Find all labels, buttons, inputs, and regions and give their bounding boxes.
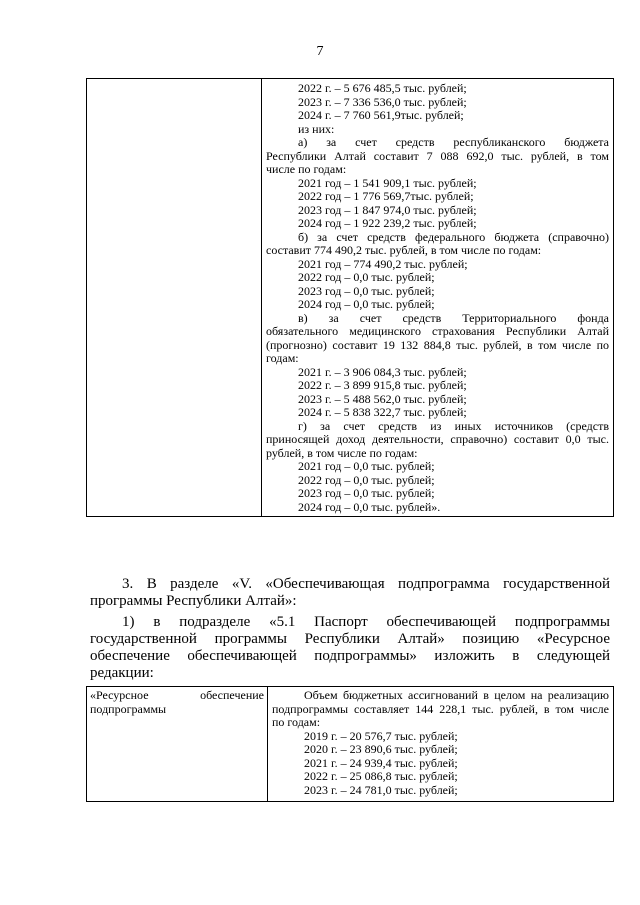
year-line: 2024 г. – 5 838 322,7 тыс. рублей;: [298, 405, 467, 419]
left-cell-line: «Ресурсное обеспечение: [90, 688, 264, 702]
year-line: 2024 год – 1 922 239,2 тыс. рублей;: [298, 216, 477, 230]
body-line: редакции:: [90, 665, 154, 681]
year-line: 2023 год – 1 847 974,0 тыс. рублей;: [298, 202, 477, 217]
year-line: 2022 год – 0,0 тыс. рублей;: [298, 270, 435, 284]
table-left-cell-empty: [87, 79, 262, 517]
year-line: 2023 год – 0,0 тыс. рублей;: [298, 283, 435, 298]
table-right-cell: [262, 79, 614, 517]
right-cell-line: Объем бюджетных ассигнований в целом на реализацию: [304, 688, 609, 702]
year-line: 2022 г. – 3 899 915,8 тыс. рублей;: [298, 378, 467, 392]
year-line: 2023 г. – 7 336 536,0 тыс. рублей;: [298, 94, 467, 109]
year-line: 2021 г. – 3 906 084,3 тыс. рублей;: [298, 364, 467, 379]
subsection-1-paragraph: [90, 614, 610, 682]
year-line: 2022 г. – 25 086,8 тыс. рублей;: [304, 769, 458, 783]
year-line: 2022 г. – 5 676 485,5 тыс. рублей;: [298, 81, 467, 95]
year-line: 2022 год – 1 776 569,7тыс. рублей;: [298, 189, 474, 203]
right-cell-line: подпрограммы составляет 144 228,1 тыс. рублей, в том числе: [272, 701, 609, 716]
para-v-line: годам:: [266, 351, 299, 365]
year-line: 2021 год – 1 541 909,1 тыс. рублей;: [298, 175, 477, 190]
table-left-cell: [87, 687, 268, 802]
section-3-paragraph: [90, 576, 610, 610]
year-line: 2021 год – 774 490,2 тыс. рублей;: [298, 256, 468, 271]
para-g-line: г) за счет средств из иных источников (средств: [298, 418, 609, 433]
para-a-line: числе по годам:: [266, 162, 347, 176]
right-cell-line: по годам:: [272, 715, 321, 729]
para-g-line: рублей, в том числе по годам:: [266, 445, 418, 460]
table-right-cell: [268, 687, 614, 802]
year-line: 2024 год – 0,0 тыс. рублей;: [298, 297, 435, 311]
year-line: 2023 г. – 5 488 562,0 тыс. рублей;: [298, 391, 467, 406]
body-line: 1) в подразделе «5.1 Паспорт обеспечивающей подпрограммы: [122, 614, 610, 630]
body-line: 3. В разделе «V. «Обеспечивающая подпрограмма государственной: [122, 576, 610, 592]
year-line: 2023 г. – 24 781,0 тыс. рублей;: [304, 782, 458, 797]
funding-table-subprogram: [86, 686, 614, 802]
year-line: 2024 г. – 7 760 561,9тыс. рублей;: [298, 108, 464, 122]
para-v-line: обязательного медицинского страхования Республики Алтай: [266, 324, 609, 338]
year-line: 2023 год – 0,0 тыс. рублей;: [298, 486, 435, 500]
year-line: 2019 г. – 20 576,7 тыс. рублей;: [304, 728, 458, 743]
para-v-line: (прогнозно) составит 19 132 884,8 тыс. рублей, в том числе по: [266, 337, 609, 352]
para-g-line: приносящей доход деятельности, справочно) составит 0,0 тыс.: [266, 432, 609, 446]
year-line: 2020 г. – 23 890,6 тыс. рублей;: [304, 742, 458, 756]
year-line: 2022 год – 0,0 тыс. рублей;: [298, 472, 435, 487]
year-line: 2021 год – 0,0 тыс. рублей;: [298, 459, 435, 473]
para-v-line: в) за счет средств Территориального фонда: [298, 310, 609, 325]
para-b-line: б) за счет средств федерального бюджета (справочно): [298, 229, 609, 244]
body-line: обеспечение обеспечивающей подпрограммы» изложить в следующей: [90, 648, 610, 664]
body-line: программы Республики Алтай»:: [90, 593, 297, 609]
para-a-line: а) за счет средств республиканского бюджета: [298, 135, 609, 149]
para-a-line: Республики Алтай составит 7 088 692,0 тыс. рублей, в том: [266, 148, 609, 163]
year-line: 2024 год – 0,0 тыс. рублей».: [298, 499, 441, 514]
left-cell-line: подпрограммы: [90, 701, 167, 716]
year-line: 2021 г. – 24 939,4 тыс. рублей;: [304, 755, 458, 770]
funding-table-continued: [86, 78, 614, 517]
page-number: 7: [316, 44, 324, 59]
para-b-line: составит 774 490,2 тыс. рублей, в том числе по годам:: [266, 243, 542, 257]
body-line: государственной программы Республики Алтай» позицию «Ресурсное: [90, 631, 610, 647]
subheading-line: из них:: [298, 121, 335, 136]
